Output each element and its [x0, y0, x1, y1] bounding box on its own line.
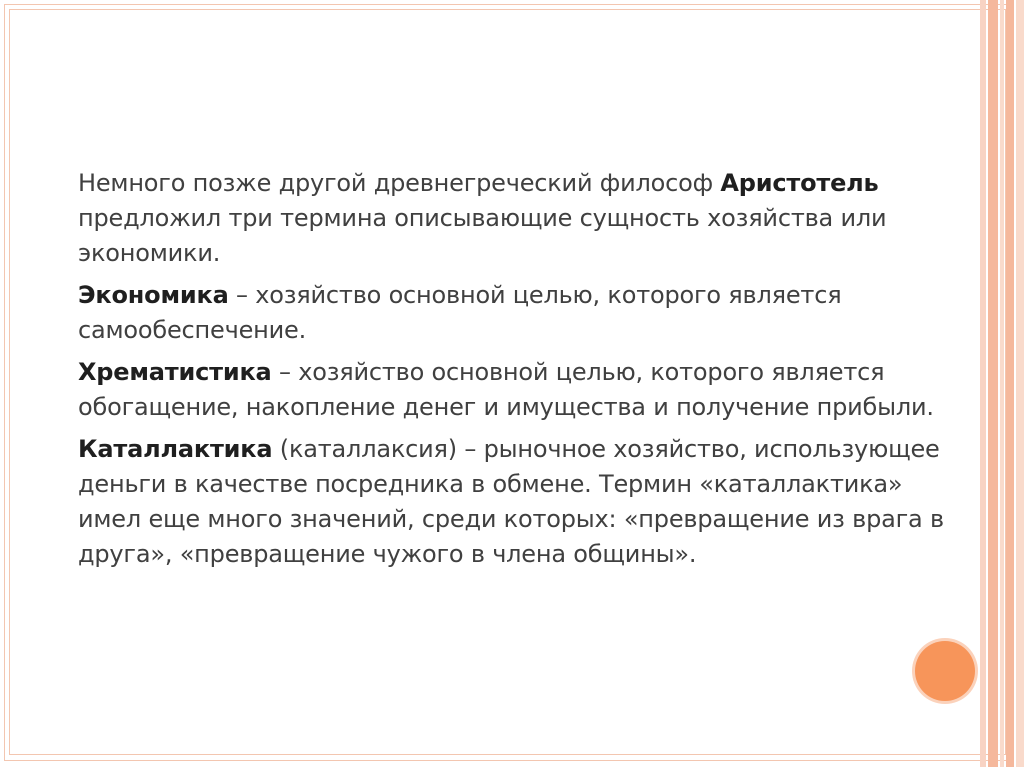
definition-text: – хозяйство основной целью, которого является обогащение, накопление денег и имущества и получение прибыли. [78, 358, 934, 421]
decor-stripe [988, 0, 998, 767]
term-catallactics: Каталлактика [78, 435, 273, 463]
paragraph-aristotle [78, 166, 958, 271]
slide-body [78, 166, 958, 579]
term-aristotle: Аристотель [720, 169, 879, 197]
decor-stripe [1016, 0, 1024, 767]
definition-text: – хозяйство основной целью, которого является самообеспечение. [78, 281, 842, 344]
paragraph-text: Немного позже другой древнегреческий философ [78, 169, 721, 197]
decor-stripe [1000, 0, 1004, 767]
paragraph-catallactics [78, 432, 958, 572]
term-economics: Экономика [78, 281, 229, 309]
term-chrematistics: Хрематистика [78, 358, 272, 386]
definition-text: (каталлаксия) – рыночное хозяйство, использующее деньги в качестве посредника в обмене. Термин «каталлактика» имел еще много значений, среди которых: «превращение из врага в друга», «превращение чужого в члена общины». [78, 435, 944, 568]
decor-stripe [1006, 0, 1014, 767]
decor-circle [915, 641, 975, 701]
paragraph-text: предложил три термина описывающие сущность хозяйства или экономики. [78, 204, 887, 267]
decor-stripe [980, 0, 986, 767]
paragraph-chrematistics [78, 355, 958, 425]
paragraph-economics [78, 278, 958, 348]
